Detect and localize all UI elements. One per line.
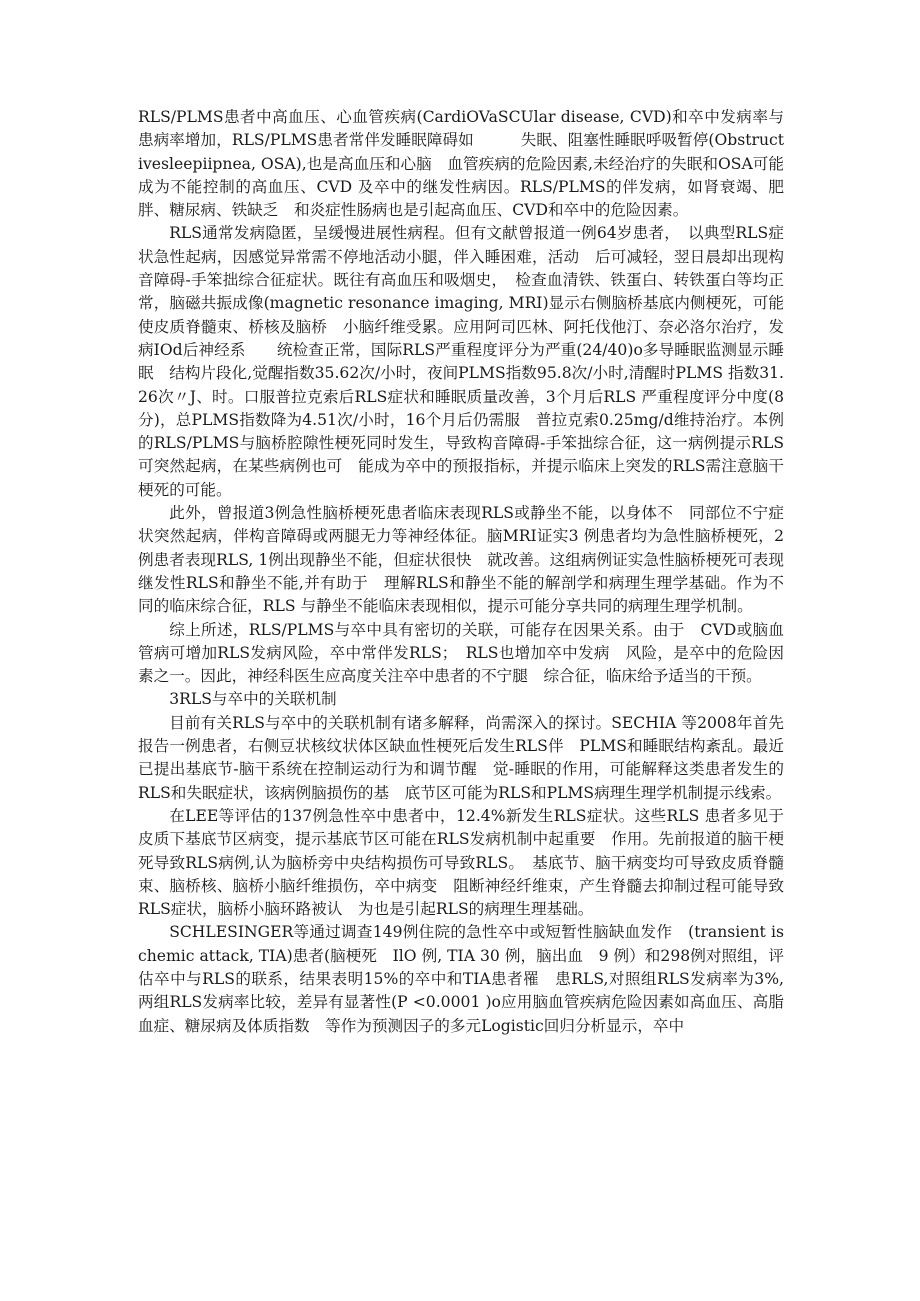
paragraph-summary: 综上所述，RLS/PLMS与卒中具有密切的关联，可能存在因果关系。由于 CVD或脑血管病可增加RLS发病风险，卒中常伴发RLS； RLS也增加卒中发病 风险，是卒中的危险因素之一。因此，神经科医生应高度关注卒中患者的不宁腿 综合征，临床给予适当的干预。 — [138, 620, 784, 686]
section-heading: 3RLS与卒中的关联机制 — [169, 690, 337, 709]
paragraph-acute-pontine-cases: 此外，曾报道3例急性脑桥梗死患者临床表现RLS或静坐不能，以身体不 同部位不宁症状突然起病，伴构音障碍或两腿无力等神经体征。脑MRI证实3 例患者均为急性脑桥梗死，2例患者表现RLS, 1例出现静坐不能，但症状很快 就改善。这组病例证实急性脑桥梗死可表现继发性RLS和静坐不能,并有助于 理解RLS和静坐不能的解剖学和病理生理学基础。作为不同的临床综合征，RLS 与静坐不能临床表现相似，提示可能分享共同的病理生理学机制。 — [138, 504, 784, 616]
paragraph-schlesinger-study: SCHLESINGER等通过调查149例住院的急性卒中或短暂性脑缺血发作 (transient ischemic attack, TIA)患者(脑梗死 IlO 例, TIA 30 例，脑出血 9 例）和298例对照组，评估卒中与RLS的联系，结果表明15%的卒中和TIA患者罹 患RLS,对照组RLS发病率为3%,两组RLS发病率比较，差异有显著性(P <0.0001 )o应用脑血管疾病危险因素如高血压、高脂血症、糖尿病及体质指数 等作为预测因子的多元Logistic回归分析显示，卒中 — [138, 923, 784, 1035]
article-body — [138, 106, 784, 1038]
paragraph-cardiovascular-risk: RLS/PLMS患者中高血压、心血管疾病(CardiOVaSCUlar disease, CVD)和卒中发病率与患病率增加，RLS/PLMS患者常伴发睡眠障碍如 失眠、阻塞性睡眠呼吸暂停(Obstructivesleepiipnea, OSA),也是高血压和心脑 血管疾病的危险因素,未经治疗的失眠和OSA可能成为不能控制的高血压、CVD 及卒中的继发性病因。RLS/PLMS的伴发病，如肾衰竭、肥胖、糖尿病、铁缺乏 和炎症性肠病也是引起高血压、CVD和卒中的危险因素。 — [138, 108, 784, 220]
paragraph-mechanism-basal-ganglia: 目前有关RLS与卒中的关联机制有诸多解释，尚需深入的探讨。SECHIA 等2008年首先报告一例患者，右侧豆状核纹状体区缺血性梗死后发生RLS伴 PLMS和睡眠结构紊乱。最近已提出基底节-脑干系统在控制运动行为和调节醒 觉-睡眠的作用，可能解释这类患者发生的RLS和失眠症状，该病例脑损伤的基 底节区可能为RLS和PLMS病理生理学机制提示线索。 — [138, 713, 784, 802]
paragraph-lee-study: 在LEE等评估的137例急性卒中患者中，12.4%新发生RLS症状。这些RLS 患者多见于皮质下基底节区病变，提示基底节区可能在RLS发病机制中起重要 作用。先前报道的脑干梗死导致RLS病例,认为脑桥旁中央结构损伤可导致RLS。 基底节、脑干病变均可导致皮质脊髓束、脑桥核、脑桥小脑纤维损伤，卒中病变 阻断神经纤维束，产生脊髓去抑制过程可能导致RLS症状，脑桥小脑环路被认 为也是引起RLS的病理生理基础。 — [138, 806, 784, 919]
paragraph-case-report-pontine-infarct: RLS通常发病隐匿，呈缓慢进展性病程。但有文献曾报道一例64岁患者， 以典型RLS症状急性起病，因感觉异常需不停地活动小腿，伴入睡困难，活动 后可减轻，翌日晨却出现构音障碍-手笨拙综合征症状。既往有高血压和吸烟史， 检查血清铁、铁蛋白、转铁蛋白等均正常，脑磁共振成像(magnetic resonance imaging, MRI)显示右侧脑桥基底内侧梗死，可能使皮质脊髓束、桥核及脑桥 小脑纤维受累。应用阿司匹林、阿托伐他汀、奈必洛尔治疗，发病IOd后神经系 统检查正常，国际RLS严重程度评分为严重(24/40)o多导睡眠监测显示睡眠 结构片段化,觉醒指数35.62次/小时，夜间PLMS指数95.8次/小时,清醒时PLMS 指数31.26次〃J、时。口服普拉克索后RLS症状和睡眠质量改善，3个月后RLS 严重程度评分中度(8分)，总PLMS指数降为4.51次/小时，16个月后仍需服 普拉克索0.25mg/d维持治疗。本例的RLS/PLMS与脑桥腔隙性梗死同时发生，导致构音障碍-手笨拙综合征，这一病例提示RLS可突然起病，在某些病例也可 能成为卒中的预报指标，并提示临床上突发的RLS需注意脑干梗死的可能。 — [138, 224, 784, 499]
